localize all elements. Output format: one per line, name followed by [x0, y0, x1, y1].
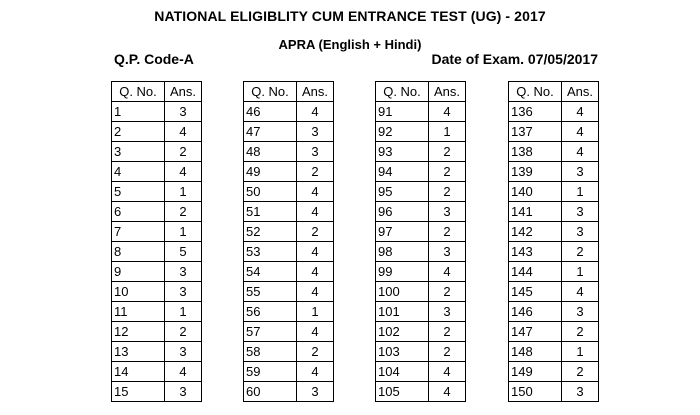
question-number-cell: 104 [376, 362, 429, 382]
table-row [112, 202, 202, 222]
table-row [112, 302, 202, 322]
table-row [244, 242, 334, 262]
answer-cell: 2 [429, 282, 466, 302]
question-number-cell: 53 [244, 242, 297, 262]
answer-cell: 2 [429, 162, 466, 182]
question-number-cell: 55 [244, 282, 297, 302]
table-row [376, 122, 466, 142]
question-number-cell: 91 [376, 102, 429, 122]
answer-cell: 1 [165, 222, 202, 242]
question-number-cell: 144 [509, 262, 562, 282]
answer-cell: 2 [297, 342, 334, 362]
question-number-cell: 100 [376, 282, 429, 302]
table-row [509, 282, 599, 302]
table-row [509, 122, 599, 142]
table-row [112, 282, 202, 302]
table-row [112, 322, 202, 342]
question-number-cell: 59 [244, 362, 297, 382]
question-number-cell: 7 [112, 222, 165, 242]
answer-header: Ans. [562, 82, 599, 102]
table-row [376, 242, 466, 262]
question-number-cell: 139 [509, 162, 562, 182]
table-row [112, 182, 202, 202]
table-row [244, 382, 334, 402]
question-number-cell: 148 [509, 342, 562, 362]
table-row [244, 322, 334, 342]
answer-cell: 4 [297, 182, 334, 202]
answer-table-1 [111, 81, 202, 402]
question-number-cell: 138 [509, 142, 562, 162]
answer-cell: 1 [562, 342, 599, 362]
table-row [376, 342, 466, 362]
answer-cell: 4 [562, 102, 599, 122]
table-row [509, 302, 599, 322]
answer-cell: 3 [562, 302, 599, 322]
answer-header: Ans. [297, 82, 334, 102]
question-number-cell: 2 [112, 122, 165, 142]
answer-cell: 3 [165, 262, 202, 282]
question-number-cell: 14 [112, 362, 165, 382]
table-row [112, 122, 202, 142]
answer-cell: 2 [429, 222, 466, 242]
answer-cell: 3 [165, 342, 202, 362]
table-row [376, 362, 466, 382]
answer-cell: 4 [429, 102, 466, 122]
table-row [509, 162, 599, 182]
answer-cell: 2 [297, 162, 334, 182]
table-row [112, 222, 202, 242]
question-number-cell: 96 [376, 202, 429, 222]
answer-cell: 3 [165, 282, 202, 302]
table-row [509, 242, 599, 262]
answer-cell: 2 [562, 362, 599, 382]
question-number-cell: 92 [376, 122, 429, 142]
table-row [244, 102, 334, 122]
answer-cell: 3 [297, 142, 334, 162]
question-number-cell: 95 [376, 182, 429, 202]
answer-cell: 2 [165, 142, 202, 162]
table-row [244, 282, 334, 302]
table-row [376, 382, 466, 402]
table-row [244, 202, 334, 222]
answer-header: Ans. [165, 82, 202, 102]
answer-cell: 4 [562, 142, 599, 162]
answer-cell: 4 [297, 242, 334, 262]
question-number-cell: 142 [509, 222, 562, 242]
question-number-cell: 98 [376, 242, 429, 262]
table-row [509, 322, 599, 342]
answer-cell: 4 [562, 282, 599, 302]
answer-cell: 1 [562, 262, 599, 282]
answer-cell: 4 [562, 122, 599, 142]
answer-cell: 3 [297, 122, 334, 142]
answer-cell: 5 [165, 242, 202, 262]
answer-cell: 1 [297, 302, 334, 322]
question-number-header: Q. No. [244, 82, 297, 102]
question-number-cell: 8 [112, 242, 165, 262]
table-row [244, 362, 334, 382]
question-number-cell: 52 [244, 222, 297, 242]
answer-cell: 4 [165, 362, 202, 382]
answer-cell: 2 [165, 322, 202, 342]
answer-cell: 1 [429, 122, 466, 142]
table-row [376, 282, 466, 302]
question-number-cell: 147 [509, 322, 562, 342]
answer-cell: 2 [429, 142, 466, 162]
question-number-cell: 145 [509, 282, 562, 302]
table-row [244, 162, 334, 182]
answer-cell: 4 [297, 282, 334, 302]
answer-table-4 [508, 81, 599, 402]
table-row [509, 102, 599, 122]
question-number-cell: 58 [244, 342, 297, 362]
table-row [112, 162, 202, 182]
table-row [509, 262, 599, 282]
answer-cell: 3 [429, 202, 466, 222]
question-number-cell: 6 [112, 202, 165, 222]
table-row [112, 262, 202, 282]
question-number-cell: 146 [509, 302, 562, 322]
answer-cell: 3 [165, 102, 202, 122]
answer-cell: 3 [297, 382, 334, 402]
answer-cell: 1 [165, 182, 202, 202]
table-row [112, 382, 202, 402]
table-row [244, 122, 334, 142]
document-subtitle: APRA (English + Hindi) [278, 37, 422, 52]
question-number-cell: 10 [112, 282, 165, 302]
table-row [376, 262, 466, 282]
question-number-cell: 140 [509, 182, 562, 202]
question-number-cell: 150 [509, 382, 562, 402]
table-header-row [244, 82, 334, 102]
question-number-cell: 49 [244, 162, 297, 182]
answer-cell: 3 [562, 162, 599, 182]
table-row [244, 342, 334, 362]
question-number-cell: 13 [112, 342, 165, 362]
answer-cell: 4 [165, 162, 202, 182]
answer-cell: 4 [297, 262, 334, 282]
exam-date-label: Date of Exam. 07/05/2017 [431, 51, 598, 67]
answer-cell: 2 [429, 342, 466, 362]
question-number-cell: 143 [509, 242, 562, 262]
table-row [509, 222, 599, 242]
question-number-cell: 101 [376, 302, 429, 322]
table-row [509, 362, 599, 382]
answer-cell: 4 [429, 382, 466, 402]
answer-cell: 2 [165, 202, 202, 222]
answer-cell: 1 [562, 182, 599, 202]
table-header-row [509, 82, 599, 102]
question-number-header: Q. No. [376, 82, 429, 102]
table-row [244, 142, 334, 162]
answer-cell: 4 [297, 202, 334, 222]
question-number-cell: 48 [244, 142, 297, 162]
question-number-header: Q. No. [112, 82, 165, 102]
answer-cell: 3 [562, 382, 599, 402]
question-number-cell: 9 [112, 262, 165, 282]
question-number-cell: 99 [376, 262, 429, 282]
question-number-cell: 94 [376, 162, 429, 182]
answer-header: Ans. [429, 82, 466, 102]
question-number-cell: 1 [112, 102, 165, 122]
table-row [112, 342, 202, 362]
question-number-cell: 136 [509, 102, 562, 122]
answer-cell: 4 [429, 262, 466, 282]
question-number-cell: 3 [112, 142, 165, 162]
question-number-cell: 11 [112, 302, 165, 322]
answer-cell: 2 [429, 322, 466, 342]
table-row [112, 362, 202, 382]
answer-cell: 3 [562, 222, 599, 242]
answer-table-2 [243, 81, 334, 402]
question-number-header: Q. No. [509, 82, 562, 102]
table-row [112, 242, 202, 262]
answer-cell: 4 [429, 362, 466, 382]
question-number-cell: 141 [509, 202, 562, 222]
answer-cell: 2 [429, 182, 466, 202]
question-number-cell: 103 [376, 342, 429, 362]
answer-cell: 3 [429, 302, 466, 322]
answer-cell: 4 [297, 322, 334, 342]
table-row [112, 142, 202, 162]
table-header-row [112, 82, 202, 102]
question-number-cell: 15 [112, 382, 165, 402]
table-row [376, 162, 466, 182]
table-row [376, 102, 466, 122]
table-row [509, 142, 599, 162]
question-number-cell: 4 [112, 162, 165, 182]
table-row [509, 182, 599, 202]
qp-code-label: Q.P. Code-A [114, 51, 194, 67]
question-number-cell: 51 [244, 202, 297, 222]
answer-cell: 1 [165, 302, 202, 322]
question-number-cell: 50 [244, 182, 297, 202]
table-row [112, 102, 202, 122]
table-row [376, 302, 466, 322]
document-title: NATIONAL ELIGIBLITY CUM ENTRANCE TEST (UG) - 2017 [154, 8, 546, 24]
table-row [509, 342, 599, 362]
answer-cell: 3 [562, 202, 599, 222]
question-number-cell: 57 [244, 322, 297, 342]
question-number-cell: 97 [376, 222, 429, 242]
answer-cell: 4 [297, 362, 334, 382]
question-number-cell: 54 [244, 262, 297, 282]
table-row [244, 302, 334, 322]
question-number-cell: 105 [376, 382, 429, 402]
question-number-cell: 102 [376, 322, 429, 342]
question-number-cell: 46 [244, 102, 297, 122]
table-row [376, 182, 466, 202]
question-number-cell: 47 [244, 122, 297, 142]
question-number-cell: 56 [244, 302, 297, 322]
table-header-row [376, 82, 466, 102]
answer-table-3 [375, 81, 466, 402]
table-row [376, 202, 466, 222]
table-row [244, 182, 334, 202]
question-number-cell: 93 [376, 142, 429, 162]
question-number-cell: 149 [509, 362, 562, 382]
answer-cell: 2 [562, 242, 599, 262]
answer-cell: 4 [297, 102, 334, 122]
answer-cell: 3 [429, 242, 466, 262]
answer-cell: 2 [297, 222, 334, 242]
table-row [509, 202, 599, 222]
table-row [244, 222, 334, 242]
table-row [509, 382, 599, 402]
answer-cell: 3 [165, 382, 202, 402]
table-row [244, 262, 334, 282]
question-number-cell: 137 [509, 122, 562, 142]
question-number-cell: 12 [112, 322, 165, 342]
answer-cell: 4 [165, 122, 202, 142]
answer-cell: 2 [562, 322, 599, 342]
table-row [376, 222, 466, 242]
question-number-cell: 60 [244, 382, 297, 402]
table-row [376, 322, 466, 342]
question-number-cell: 5 [112, 182, 165, 202]
table-row [376, 142, 466, 162]
